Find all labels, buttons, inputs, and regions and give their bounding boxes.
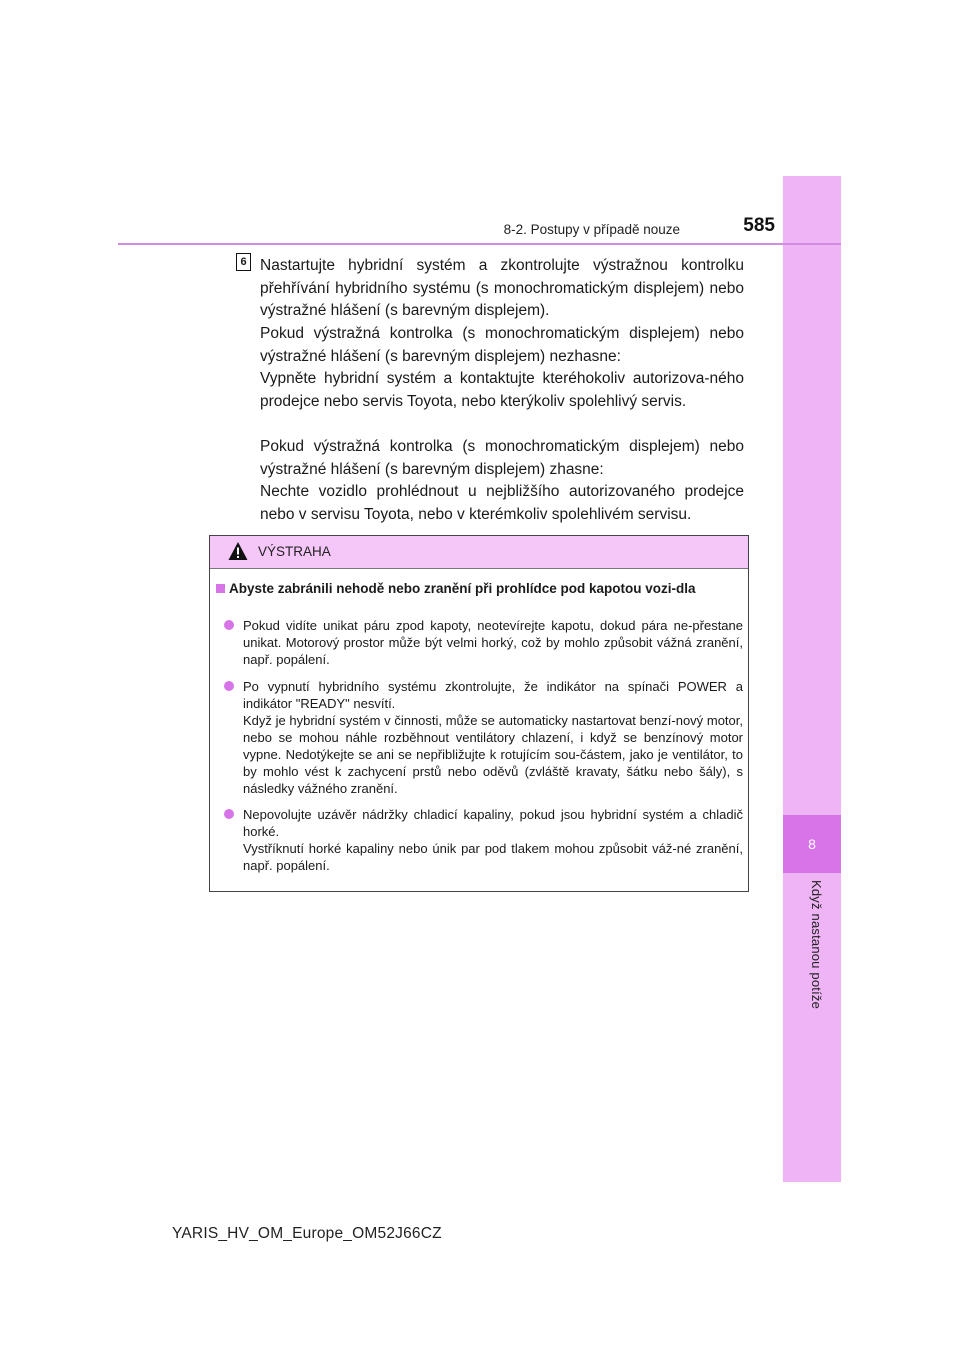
- warning-heading-text: Abyste zabránili nehodě nebo zranění při prohlídce pod kapotou vozi-dla: [229, 581, 696, 596]
- chapter-number-tab: 8: [783, 815, 841, 873]
- bullet-dot-icon: [224, 681, 234, 691]
- action-contact-dealer: Vypněte hybridní systém a kontaktujte kteréhokoliv autorizova-ného prodejce nebo servis Toyota, nebo kterýkoliv spolehlivý servis.: [260, 370, 744, 410]
- warning-header: [210, 536, 748, 569]
- warning-title: VÝSTRAHA: [258, 544, 331, 559]
- bullet-text: [243, 806, 743, 874]
- step-instruction: Nastartujte hybridní systém a zkontrolujte výstražnou kontrolku přehřívání hybridního systému (s monochromatickým displejem) nebo výstražné hlášení (s barevným displejem).: [260, 257, 744, 319]
- bullet-dot-icon: [224, 620, 234, 630]
- action-inspect-vehicle: Nechte vozidlo prohlédnout u nejbližšího autorizovaného prodejce nebo v servisu Toyota, nebo v kterémkoliv spolehlivém servisu.: [260, 483, 744, 523]
- section-title: 8-2. Postupy v případě nouze: [503, 222, 680, 237]
- bullet-line: Vystříknutí horké kapaliny nebo únik par pod tlakem mohou způsobit váž-né zranění, např. popálení.: [243, 841, 743, 873]
- bullet-text: [243, 617, 743, 668]
- document-code: YARIS_HV_OM_Europe_OM52J66CZ: [172, 1225, 442, 1242]
- warning-heading: [216, 580, 744, 597]
- bullet-line: Pokud vidíte unikat páru zpod kapoty, neotevírejte kapotu, dokud pára ne-přestane unikat. Motorový prostor může být velmi horký, což by mohlo způsobit vážná zranění, např. popálení.: [243, 618, 743, 667]
- bullet-text: [243, 678, 743, 797]
- header-divider: [118, 243, 841, 245]
- step-number-box: 6: [236, 253, 251, 271]
- square-bullet-icon: [216, 584, 225, 593]
- chapter-side-tab: [783, 176, 841, 1182]
- bullet-dot-icon: [224, 809, 234, 819]
- warning-triangle-icon: [228, 541, 248, 561]
- chapter-label: Když nastanou potíže: [809, 880, 824, 1010]
- condition-not-off: Pokud výstražná kontrolka (s monochromatickým displejem) nebo výstražné hlášení (s barevným displejem) nezhasne:: [260, 325, 744, 365]
- bullet-line: Když je hybridní systém v činnosti, může se automaticky nastartovat benzí-nový motor, nebo se mohou náhle rozběhnout ventilátory chlazení, i když se benzínový motor vypne. Nedotýkejte se ani se nepřibližujte k rotujícím sou-částem, jako je ventilátor, to by mohlo vést k zachycení prstů nebo oděvů (zvláště kravaty, šátku nebo šály), s následky vážného zranění.: [243, 713, 743, 796]
- bullet-line: Po vypnutí hybridního systému zkontrolujte, že indikátor na spínači POWER a indikátor "READY" nesvítí.: [243, 679, 743, 711]
- bullet-line: Nepovolujte uzávěr nádržky chladicí kapaliny, pokud jsou hybridní systém a chladič horké.: [243, 807, 743, 839]
- condition-off: Pokud výstražná kontrolka (s monochromatickým displejem) nebo výstražné hlášení (s barevným displejem) zhasne:: [260, 438, 744, 478]
- warning-box: [209, 535, 749, 892]
- page-number: 585: [743, 215, 775, 236]
